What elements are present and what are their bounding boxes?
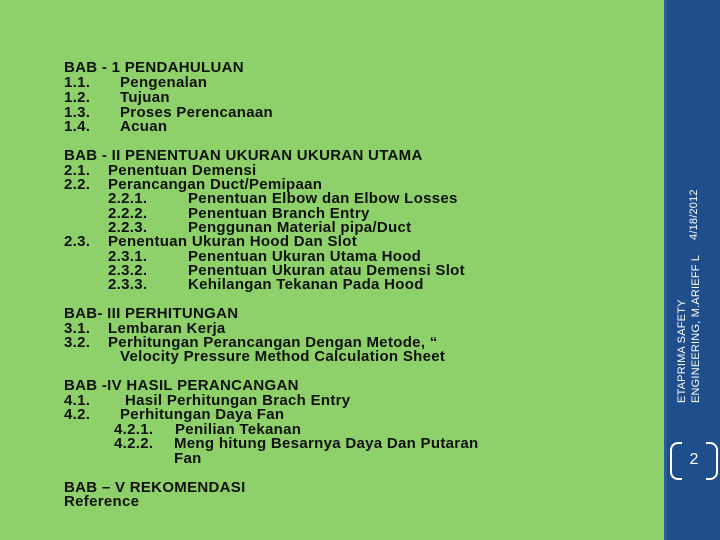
page-number-value: 2: [689, 451, 699, 468]
chapter-1-title: BAB - 1 PENDAHULUAN: [64, 59, 244, 76]
bracket-left-icon: [670, 442, 682, 480]
sidebar-divider: [664, 0, 667, 540]
table-of-contents: BAB - 1 PENDAHULUAN 1.1. Pengenalan 1.2. Tujuan 1.3. Proses Perencanaan 1.4. Acuan BAB - II PENENTUAN UKURAN UKURAN UTAMA 2.1. Penentuan Demensi 2.2. Perancangan Duct/Pemipaan 2.2.1. Penentuan Elbow dan Elbow Losses 2.2.2. Penentuan Branch Entry 2.2.3. Penggunan Material pipa/Duct 2.3. Penentuan Ukuran Hood Dan Slot 2.3.1. Penentuan Ukuran Utama Hood 2.3.2. Penentuan Ukuran atau Demensi Slot 2.3.3. Kehilangan Tekanan Pada Hood BAB- III PERHITUNGAN 3.1. Lembaran Kerja 3.2. Perhitungan Perancangan Dengan Metode, “ Velocity Pressure Method Calculation Sheet BAB -IV HASIL PERANCANGAN 4.1. Hasil Perhitungan Brach Entry 4.2. Perhitungan Daya Fan 4.2.1. Penilian Tekanan 4.2.2. Meng hitung Besarnya Daya Dan Putaran Fan BAB – V REKOMENDASI Reference: [64, 59, 479, 510]
bracket-right-icon: [706, 442, 718, 480]
date-label: 4/18/2012: [688, 189, 700, 240]
chapter-3-title: BAB- III PERHITUNGAN: [64, 305, 239, 322]
chapter-5-title: BAB – V REKOMENDASI: [64, 479, 246, 496]
author-line-1: ETAPRIMA SAFETY: [676, 299, 688, 403]
page-number: [670, 440, 718, 480]
chapter-4-title: BAB -IV HASIL PERANCANGAN: [64, 377, 299, 394]
chapter-2-title: BAB - II PENENTUAN UKURAN UKURAN UTAMA: [64, 147, 423, 164]
author-line-2: ENGINEERING, M.ARIEFF L: [690, 254, 702, 403]
